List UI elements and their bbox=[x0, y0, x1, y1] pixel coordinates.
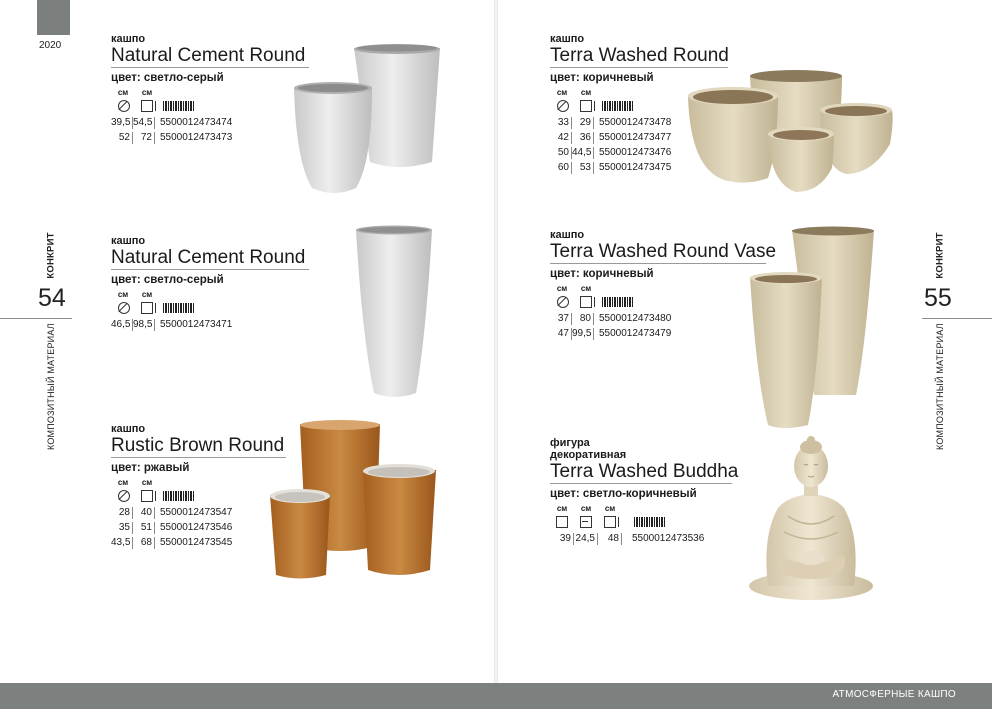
table-row: 52 72 5500012473473 bbox=[111, 131, 321, 146]
diameter-header: см bbox=[550, 88, 574, 112]
rustic-brown-planters-image bbox=[268, 420, 440, 580]
side-material: КОМПОЗИТНЫЙ МАТЕРИАЛ bbox=[935, 323, 945, 450]
barcode-icon bbox=[602, 101, 634, 111]
page-rule bbox=[922, 318, 992, 319]
product-name: Terra Washed Round bbox=[550, 45, 729, 66]
table-row: 35 51 5500012473546 bbox=[111, 521, 321, 536]
product-color: цвет: светло-серый bbox=[111, 72, 224, 84]
height-header: см bbox=[135, 290, 159, 314]
diameter-icon bbox=[118, 490, 130, 502]
table-row: 37 80 5500012473480 bbox=[550, 312, 760, 327]
footer-bar bbox=[0, 683, 992, 709]
table-row: 60 53 5500012473475 bbox=[550, 160, 760, 175]
barcode-icon bbox=[163, 303, 195, 313]
height-icon bbox=[141, 100, 153, 112]
diameter-header: см bbox=[111, 290, 135, 314]
product-name: Rustic Brown Round bbox=[111, 435, 285, 456]
spec-rows bbox=[111, 318, 321, 333]
year-tab bbox=[37, 0, 70, 35]
height-icon bbox=[580, 100, 592, 112]
product-color: цвет: светло-серый bbox=[111, 274, 224, 286]
product-color: цвет: коричневый bbox=[550, 268, 654, 280]
diameter-icon bbox=[118, 302, 130, 314]
product-name: Natural Cement Round bbox=[111, 45, 309, 68]
height-header: см bbox=[574, 284, 598, 308]
height-header: см bbox=[135, 88, 159, 112]
product-terra-washed-buddha bbox=[550, 437, 760, 547]
table-row: 47 99,5 5500012473479 bbox=[550, 327, 760, 342]
width-icon bbox=[556, 516, 568, 528]
product-natural-cement-round-tall bbox=[111, 235, 321, 333]
year-label: 2020 bbox=[39, 40, 62, 51]
diameter-icon bbox=[118, 100, 130, 112]
diameter-icon bbox=[557, 296, 569, 308]
table-row: 28 40 5500012473547 bbox=[111, 506, 321, 521]
table-row: 39 24,5 48 5500012473536 bbox=[550, 532, 760, 547]
barcode-icon bbox=[163, 101, 195, 111]
terra-washed-round-image bbox=[686, 68, 896, 198]
product-color: цвет: ржавый bbox=[111, 462, 190, 474]
table-row: 39,5 54,5 5500012473474 bbox=[111, 117, 233, 129]
product-color: цвет: светло-коричневый bbox=[550, 488, 697, 500]
product-type: кашпо bbox=[111, 235, 146, 247]
height-header: см bbox=[135, 478, 159, 502]
spec-header bbox=[550, 284, 760, 308]
depth-icon bbox=[580, 516, 592, 528]
width-header: см bbox=[550, 504, 574, 528]
spec-header bbox=[550, 504, 760, 528]
side-category: КОНКРИТ bbox=[934, 232, 946, 279]
barcode-icon bbox=[602, 297, 634, 307]
footer-caption: АТМОСФЕРНЫЕ КАШПО bbox=[832, 689, 956, 700]
product-name: Terra Washed Round Vase bbox=[550, 241, 777, 262]
right-page bbox=[496, 0, 992, 709]
diameter-header: см bbox=[111, 88, 135, 112]
product-type: кашпо bbox=[111, 423, 146, 435]
cement-tall-planter-image bbox=[352, 225, 436, 401]
side-material: КОМПОЗИТНЫЙ МАТЕРИАЛ bbox=[46, 323, 56, 450]
product-type-line2: декоративная bbox=[550, 449, 627, 461]
page-number: 54 bbox=[38, 284, 66, 312]
buddha-figure-image bbox=[748, 436, 874, 600]
page-rule bbox=[0, 318, 72, 319]
product-color: цвет: коричневый bbox=[550, 72, 654, 84]
height-icon bbox=[141, 490, 153, 502]
height-header: см bbox=[574, 88, 598, 112]
diameter-header: см bbox=[550, 284, 574, 308]
product-type: кашпо bbox=[550, 33, 585, 45]
barcode-icon bbox=[634, 517, 666, 527]
height-icon bbox=[580, 296, 592, 308]
product-type: кашпо bbox=[550, 229, 585, 241]
diameter-icon bbox=[557, 100, 569, 112]
table-row: 50 44,5 5500012473476 bbox=[550, 146, 760, 161]
spec-rows bbox=[550, 312, 760, 342]
terra-washed-vase-image bbox=[748, 225, 878, 431]
product-type-line1: фигура bbox=[550, 437, 590, 449]
height-icon bbox=[604, 516, 616, 528]
product-name: Natural Cement Round bbox=[111, 247, 309, 270]
table-row: 42 36 5500012473477 bbox=[550, 131, 760, 146]
barcode-icon bbox=[163, 491, 195, 501]
spec-header bbox=[111, 290, 321, 314]
table-row: 43,5 68 5500012473545 bbox=[111, 536, 233, 548]
product-name: Terra Washed Buddha bbox=[550, 461, 739, 482]
product-terra-washed-round-vase bbox=[550, 229, 777, 342]
diameter-header: см bbox=[111, 478, 135, 502]
height-header: см bbox=[598, 504, 622, 528]
spec-rows bbox=[550, 532, 760, 547]
table-row: 46,5 98,5 5500012473471 bbox=[111, 319, 233, 331]
side-category: КОНКРИТ bbox=[45, 232, 57, 279]
product-type: кашпо bbox=[111, 33, 146, 45]
page-number: 55 bbox=[924, 284, 952, 312]
cement-planter-pair-image bbox=[290, 42, 450, 198]
height-icon bbox=[141, 302, 153, 314]
depth-header: см bbox=[574, 504, 598, 528]
table-row: 33 29 5500012473478 bbox=[550, 116, 760, 131]
